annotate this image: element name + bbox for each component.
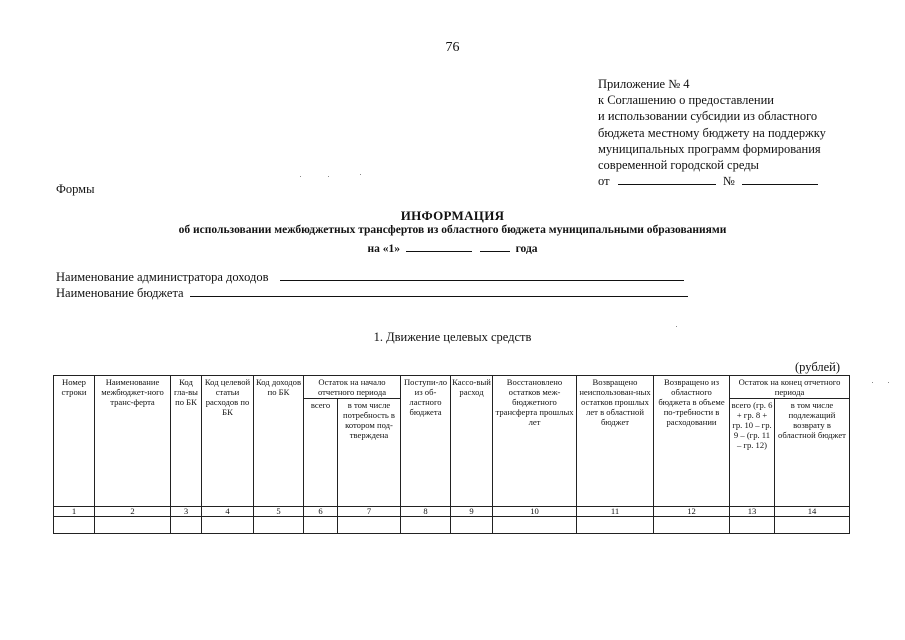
table-cell[interactable] xyxy=(202,517,254,534)
year-blank[interactable] xyxy=(480,240,510,252)
appendix-line: современной городской среды xyxy=(598,158,759,173)
document-title: ИНФОРМАЦИЯ xyxy=(400,208,505,223)
appendix-from-line xyxy=(598,173,826,189)
col-header-returned-from-budget: Возвращено из областного бюджета в объеме по-требности в расходовании xyxy=(654,376,730,507)
date-blank[interactable] xyxy=(618,173,716,185)
date-suffix: года xyxy=(515,243,538,255)
budget-label: Наименование бюджета xyxy=(56,286,184,300)
appendix-line: муниципальных программ формирования xyxy=(598,141,821,156)
page-number: 76 xyxy=(445,40,460,55)
column-number: 13 xyxy=(730,507,775,517)
admin-name-field xyxy=(56,269,684,285)
col-header-row-number: Номер строки xyxy=(54,376,95,507)
col-header-restored: Восстановлено остатков меж-бюджетного трансферта прошлых лет xyxy=(493,376,577,507)
number-label: № xyxy=(722,174,735,189)
scan-speck xyxy=(360,174,361,175)
column-number: 7 xyxy=(338,507,401,517)
column-number: 14 xyxy=(775,507,850,517)
table-cell[interactable] xyxy=(338,517,401,534)
document-subtitle: об использовании межбюджетных трансфертов из областного бюджета муниципальными образованиями xyxy=(178,224,727,236)
column-number: 6 xyxy=(304,507,338,517)
month-blank[interactable] xyxy=(406,240,472,252)
scan-speck xyxy=(676,326,677,327)
scan-speck xyxy=(888,382,889,383)
appendix-block xyxy=(598,76,826,189)
units-label: (рублей) xyxy=(795,360,841,374)
col-header-chapter-code: Код гла-вы по БК xyxy=(171,376,202,507)
table-cell[interactable] xyxy=(401,517,451,534)
appendix-line: к Соглашению о предоставлении xyxy=(598,93,775,108)
col-header-cash-expense: Кассо-вый расход xyxy=(451,376,493,507)
header-row xyxy=(54,376,850,399)
col-header-income-code: Код доходов по БК xyxy=(254,376,304,507)
admin-blank[interactable] xyxy=(280,269,684,281)
table-cell[interactable] xyxy=(54,517,95,534)
scan-speck xyxy=(872,382,873,383)
col-header-transfer-name: Наименование межбюджет-ного транс-ферта xyxy=(95,376,171,507)
report-date-line xyxy=(0,240,905,255)
table-cell[interactable] xyxy=(254,517,304,534)
table-row xyxy=(54,517,850,534)
column-number-row xyxy=(54,507,850,517)
column-number: 10 xyxy=(493,507,577,517)
table-cell[interactable] xyxy=(304,517,338,534)
col-header-closing-total: всего (гр. 6 + гр. 8 + гр. 10 – гр. 9 – (гр. 11 – гр. 12) xyxy=(730,399,775,507)
table-cell[interactable] xyxy=(775,517,850,534)
table-cell[interactable] xyxy=(171,517,202,534)
target-funds-table xyxy=(53,375,850,534)
col-header-received: Поступи-ло из об-ластного бюджета xyxy=(401,376,451,507)
col-header-returned-unused: Возвращено неиспользован-ных остатков прошлых лет в областной бюджет xyxy=(577,376,654,507)
scan-speck xyxy=(300,176,301,177)
column-number: 9 xyxy=(451,507,493,517)
table-cell[interactable] xyxy=(730,517,775,534)
column-number: 3 xyxy=(171,507,202,517)
table-cell[interactable] xyxy=(577,517,654,534)
col-header-expense-code: Код целевой статьи расходов по БК xyxy=(202,376,254,507)
column-number: 4 xyxy=(202,507,254,517)
budget-blank[interactable] xyxy=(190,285,688,297)
column-number: 12 xyxy=(654,507,730,517)
scan-speck xyxy=(328,176,329,177)
column-number: 11 xyxy=(577,507,654,517)
admin-label: Наименование администратора доходов xyxy=(56,270,269,284)
table-cell[interactable] xyxy=(493,517,577,534)
table-cell[interactable] xyxy=(95,517,171,534)
column-number: 8 xyxy=(401,507,451,517)
appendix-line: Приложение № 4 xyxy=(598,77,690,91)
col-header-closing-balance: Остаток на конец отчетного периода xyxy=(730,376,850,399)
budget-name-field xyxy=(56,285,688,301)
section-title: 1. Движение целевых средств xyxy=(373,330,532,344)
column-number: 1 xyxy=(54,507,95,517)
forms-label: Формы xyxy=(56,182,95,196)
col-header-opening-total: всего xyxy=(304,399,338,507)
col-header-opening-balance: Остаток на начало отчетного периода xyxy=(304,376,401,399)
column-number: 2 xyxy=(95,507,171,517)
number-blank[interactable] xyxy=(742,173,818,185)
table-cell[interactable] xyxy=(654,517,730,534)
date-prefix: на «1» xyxy=(367,243,400,255)
table-cell[interactable] xyxy=(451,517,493,534)
appendix-line: бюджета местному бюджету на поддержку xyxy=(598,125,826,140)
from-label: от xyxy=(598,174,610,189)
col-header-closing-to-return: в том числе подлежащий возврату в областной бюджет xyxy=(775,399,850,507)
appendix-line: и использовании субсидии из областного xyxy=(598,109,818,124)
col-header-opening-confirmed: в том числе потребность в котором под-тверждена xyxy=(338,399,401,507)
column-number: 5 xyxy=(254,507,304,517)
